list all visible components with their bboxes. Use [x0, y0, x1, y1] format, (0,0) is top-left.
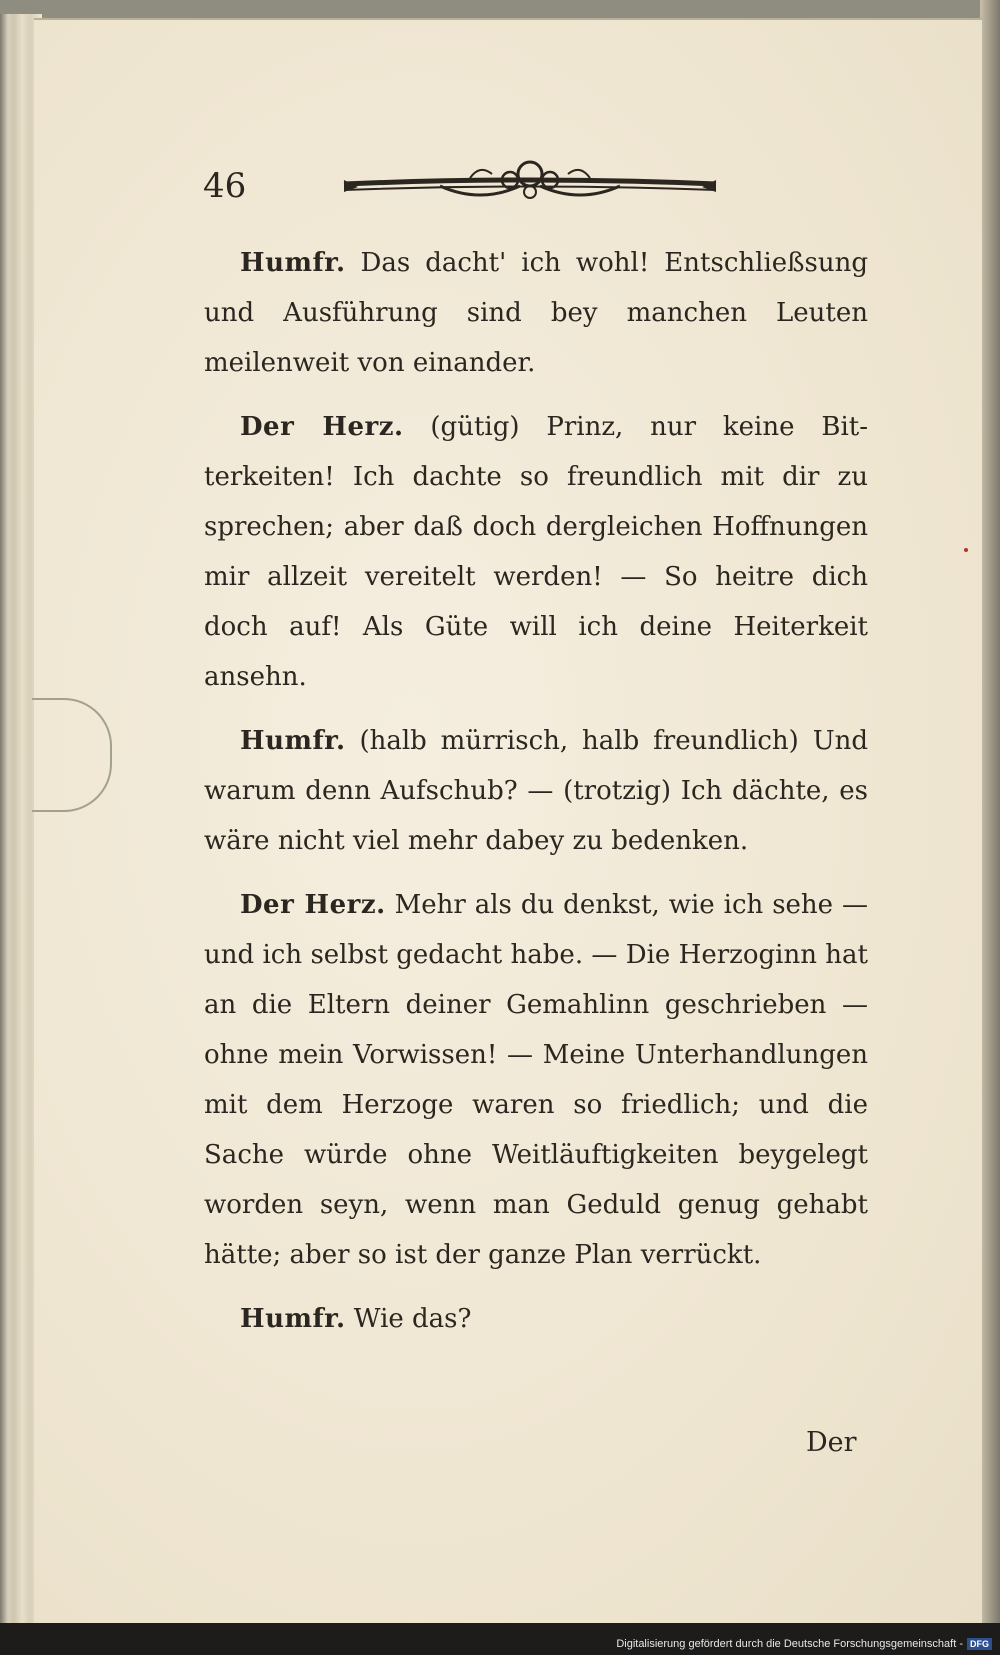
dialogue-paragraph: [204, 238, 868, 388]
catchword: Der: [806, 1427, 857, 1458]
page-number: 46: [203, 166, 247, 206]
page-edge-right: [980, 0, 1000, 1655]
speaker-label: Der Herz.: [240, 412, 404, 442]
paragraph-text: (gütig) Prinz, nur keine Bitterkeiten! Ich dachte so freundlich mit dir zu sprechen; aber daß doch dergleichen Hoffnungen mir allzeit vereitelt werden! — So heitre dich doch auf! Als Güte will ich deine Heiterkeit ansehn.: [204, 412, 869, 692]
paper-clip-mark: [32, 698, 112, 812]
speaker-label: Humfr.: [240, 248, 346, 278]
paragraph-text: Mehr als du denkst, wie ich sehe — und ich selbst gedacht habe. — Die Herzoginn hat an die Eltern deiner Gemahlinn geschrieben — ohne mein Vorwissen! — Meine Unterhandlungen mit dem Herzoge waren so friedlich; und die Sache würde ohne Weitläuftigkeiten beygelegt worden seyn, wenn man Geduld genug gehabt hätte; aber so ist der ganze Plan verrückt.: [204, 890, 869, 1270]
speaker-label: Humfr.: [240, 726, 346, 756]
dialogue-paragraph: [204, 716, 868, 866]
ink-spot: [964, 548, 968, 552]
dialogue-paragraph: [204, 402, 868, 702]
funding-credit: [616, 1637, 992, 1651]
paragraph-text: Das dacht' ich wohl! Entschließsung und Ausführung sind bey manchen Leuten meilenweit von einander.: [204, 248, 868, 378]
paragraph-text: (halb mürrisch, halb freundlich) Und warum denn Aufschub? — (trotzig) Ich dächte, es wäre nicht viel mehr dabey zu bedenken.: [204, 726, 869, 856]
speaker-label: Der Herz.: [240, 890, 386, 920]
dialogue-paragraph: [204, 880, 868, 1280]
speaker-label: Humfr.: [240, 1304, 346, 1334]
floral-ornament-icon: [340, 156, 720, 214]
dialogue-paragraph: [204, 1294, 868, 1344]
credit-text: Digitalisierung gefördert durch die Deutsche Forschungsgemeinschaft -: [616, 1638, 963, 1650]
dfg-logo: DFG: [967, 1638, 992, 1650]
main-text: [204, 238, 868, 1358]
paragraph-text: Wie das?: [353, 1304, 472, 1334]
